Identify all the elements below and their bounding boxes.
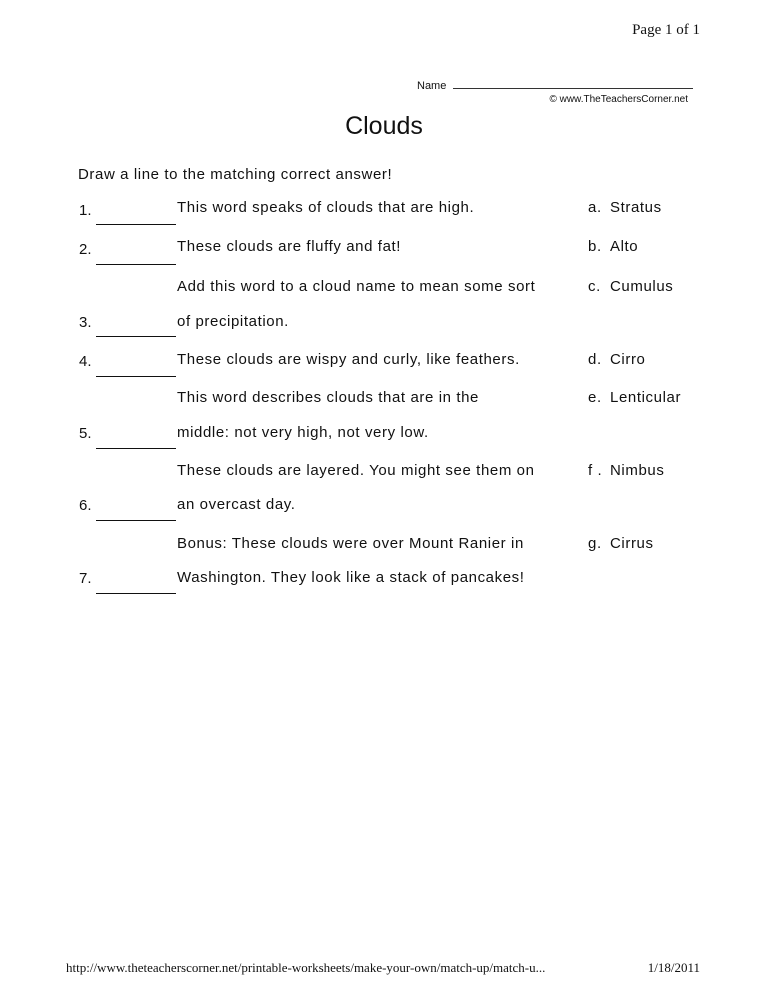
answer-letter: c. [588,278,601,295]
answer-letter: f . [588,462,603,479]
question-2-answer-blank [96,264,176,265]
question-6-line-2: an overcast day. [177,496,296,513]
question-4-number: 4. [79,353,92,370]
question-4-answer-blank [96,376,176,377]
question-1-answer-blank [96,224,176,225]
answer-text: Cirrus [610,535,654,552]
answer-letter: a. [588,199,602,216]
page-number: Page 1 of 1 [632,22,700,38]
copyright-notice: © www.TheTeachersCorner.net [549,94,688,105]
answer-text: Stratus [610,199,662,216]
answer-choice-c [588,278,673,295]
answer-letter: e. [588,389,602,406]
answer-text: Cumulus [610,278,674,295]
question-1-line-1: This word speaks of clouds that are high. [177,199,475,216]
answer-letter: b. [588,238,602,255]
question-3-line-2: of precipitation. [177,313,289,330]
question-6-line-1: These clouds are layered. You might see them on [177,462,535,479]
name-blank-line [453,78,693,89]
footer-url: http://www.theteacherscorner.net/printable-worksheets/make-your-own/match-up/match-u... [66,960,546,975]
question-1-number: 1. [79,202,92,219]
question-7-number: 7. [79,570,92,587]
question-5-answer-blank [96,448,176,449]
question-7-line-2: Washington. They look like a stack of pancakes! [177,569,525,586]
question-5-number: 5. [79,425,92,442]
footer-date: 1/18/2011 [647,960,700,975]
question-6-number: 6. [79,497,92,514]
question-3-line-1: Add this word to a cloud name to mean some sort [177,278,536,295]
answer-choice-e [588,389,681,406]
worksheet-title: Clouds [345,112,423,140]
answer-text: Cirro [610,351,646,368]
name-field [417,78,693,92]
question-7-answer-blank [96,593,176,594]
question-3-answer-blank [96,336,176,337]
answer-text: Nimbus [610,462,665,479]
answer-text: Alto [610,238,639,255]
answer-letter: g. [588,535,602,552]
question-6-answer-blank [96,520,176,521]
question-3-number: 3. [79,314,92,331]
instructions: Draw a line to the matching correct answer! [78,166,393,183]
answer-letter: d. [588,351,602,368]
answer-choice-b [588,238,638,255]
question-2-number: 2. [79,241,92,258]
answer-text: Lenticular [610,389,682,406]
answer-choice-g [588,535,654,552]
question-7-line-1: Bonus: These clouds were over Mount Ranier in [177,535,524,552]
question-5-line-2: middle: not very high, not very low. [177,424,429,441]
question-4-line-1: These clouds are wispy and curly, like feathers. [177,351,520,368]
question-5-line-1: This word describes clouds that are in the [177,389,480,406]
question-2-line-1: These clouds are fluffy and fat! [177,238,402,255]
name-label: Name [417,80,447,92]
answer-choice-d [588,351,646,368]
answer-choice-a [588,199,662,216]
answer-choice-f [588,462,664,479]
